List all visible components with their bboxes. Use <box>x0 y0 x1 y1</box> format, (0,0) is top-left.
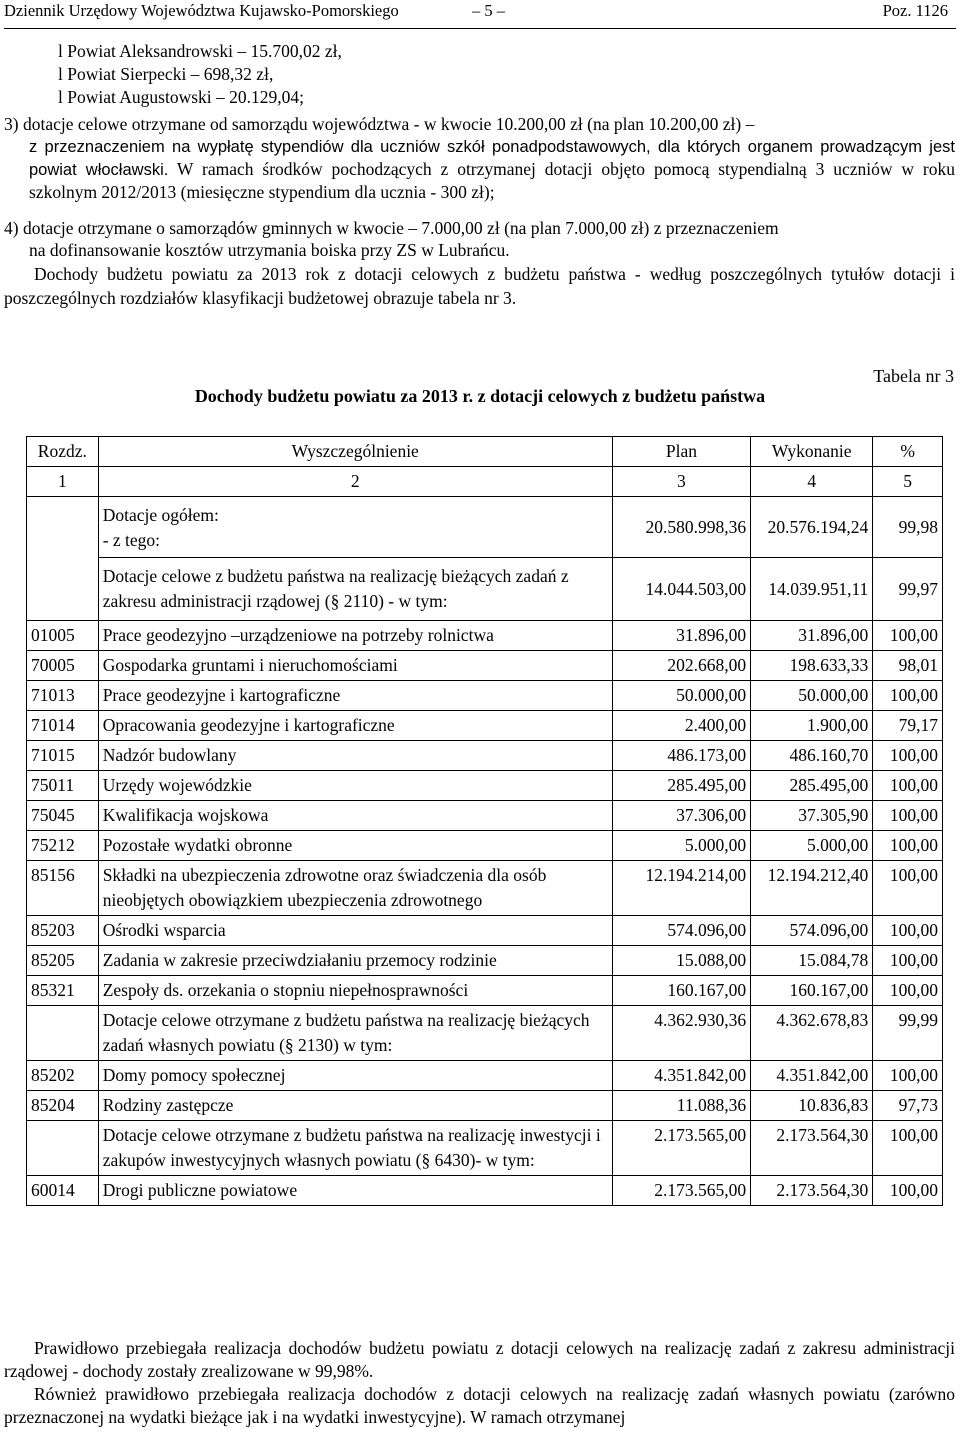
cell-rozdz: 85205 <box>27 946 99 976</box>
cell-rozdz: 85203 <box>27 916 99 946</box>
cell-rozdz: 75011 <box>27 771 99 801</box>
list-item: l Powiat Augustowski – 20.129,04; <box>58 87 304 107</box>
cell-rozdz: 60014 <box>27 1176 99 1206</box>
cell-wykonanie: 2.173.564,30 <box>751 1176 873 1206</box>
cell-plan: 37.306,00 <box>612 801 750 831</box>
revenue-table <box>26 436 943 1206</box>
cell-wykonanie: 285.495,00 <box>751 771 873 801</box>
cell-percent: 100,00 <box>873 771 943 801</box>
cell-percent: 100,00 <box>873 681 943 711</box>
total-label: Dotacje ogółem: - z tego: <box>98 497 612 558</box>
cell-description: Opracowania geodezyjne i kartograficzne <box>98 711 612 741</box>
cell-wykonanie: 5.000,00 <box>751 831 873 861</box>
cell-rozdz: 71015 <box>27 741 99 771</box>
item-3-line: 3) dotacje celowe otrzymane od samorządu województwa - w kwocie 10.200,00 zł (na plan 10.200,00 zł) – <box>4 114 755 134</box>
table-label: Tabela nr 3 <box>873 366 954 386</box>
cell-percent: 97,73 <box>873 1091 943 1121</box>
group-row <box>27 1006 943 1061</box>
group-label: Dotacje celowe otrzymane z budżetu państwa na realizację inwestycji i zakupów inwestycyjnych własnych powiatu (§ 6430)- w tym: <box>98 1121 612 1176</box>
cell-plan: 12.194.214,00 <box>612 861 750 916</box>
summary-paragraph: Dochody budżetu powiatu za 2013 rok z dotacji celowych z budżetu państwa - według poszczególnych tytułów dotacji i poszczególnych rozdziałów klasyfikacji budżetowej obrazuje tabela nr 3. <box>4 264 955 308</box>
cell-percent: 100,00 <box>873 976 943 1006</box>
item-3 <box>4 113 955 203</box>
table-row <box>27 946 943 976</box>
table-header-row <box>27 437 943 467</box>
cell-description: Prace geodezyjno –urządzeniowe na potrzeby rolnictwa <box>98 621 612 651</box>
cell-plan: 202.668,00 <box>612 651 750 681</box>
table-row <box>27 916 943 946</box>
item-4 <box>4 217 955 261</box>
cell-rozdz: 71013 <box>27 681 99 711</box>
col-number: 4 <box>751 467 873 497</box>
col-description: Wyszczególnienie <box>98 437 612 467</box>
cell-description: Prace geodezyjne i kartograficzne <box>98 681 612 711</box>
total-plan: 20.580.998,36 <box>612 497 750 558</box>
cell-percent: 79,17 <box>873 711 943 741</box>
cell-description: Drogi publiczne powiatowe <box>98 1176 612 1206</box>
cell-plan: 160.167,00 <box>612 976 750 1006</box>
table-row <box>27 1091 943 1121</box>
cell-plan: 5.000,00 <box>612 831 750 861</box>
col-number: 1 <box>27 467 99 497</box>
position-number: Poz. 1126 <box>882 1 948 20</box>
cell-description: Gospodarka gruntami i nieruchomościami <box>98 651 612 681</box>
item-3-purpose: z przeznaczeniem na wypłatę stypendiów dla uczniów szkół ponadpodstawowych, dla których organem prowadzącym jest powiat włocławski. <box>29 138 955 179</box>
rows-group-1 <box>27 621 943 1006</box>
table-row <box>27 801 943 831</box>
col-rozdz: Rozdz. <box>27 437 99 467</box>
cell-description: Zespoły ds. orzekania o stopniu niepełnosprawności <box>98 976 612 1006</box>
table-row <box>27 741 943 771</box>
cell-rozdz: 70005 <box>27 651 99 681</box>
cell-percent: 98,01 <box>873 651 943 681</box>
powiat-list <box>58 40 342 109</box>
cell-percent: 100,00 <box>873 831 943 861</box>
cell-description: Urzędy wojewódzkie <box>98 771 612 801</box>
journal-title: Dziennik Urzędowy Województwa Kujawsko-Pomorskiego <box>4 1 399 20</box>
cell-wykonanie: 4.351.842,00 <box>751 1061 873 1091</box>
cell-percent: 100,00 <box>873 1061 943 1091</box>
group-percent: 100,00 <box>873 1121 943 1176</box>
cell-rozdz: 01005 <box>27 621 99 651</box>
page-number: – 5 – <box>472 1 505 20</box>
cell-description: Domy pomocy społecznej <box>98 1061 612 1091</box>
cell-wykonanie: 10.836,83 <box>751 1091 873 1121</box>
cell-plan: 50.000,00 <box>612 681 750 711</box>
table-row <box>27 771 943 801</box>
closing-paragraph-2: Również prawidłowo przebiegała realizacja dochodów z dotacji celowych na realizację zadań własnych powiatu (zarówno przeznaczonej na wydatki bieżące jak i na wydatki inwestycyjne). W ramach otrzymanej <box>4 1384 955 1427</box>
col-number: 5 <box>873 467 943 497</box>
cell-wykonanie: 1.900,00 <box>751 711 873 741</box>
cell-percent: 100,00 <box>873 621 943 651</box>
cell-rozdz: 85156 <box>27 861 99 916</box>
cell-percent: 100,00 <box>873 861 943 916</box>
cell-wykonanie: 486.160,70 <box>751 741 873 771</box>
col-number: 3 <box>612 467 750 497</box>
group-wykonanie: 14.039.951,11 <box>751 558 873 621</box>
col-percent: % <box>873 437 943 467</box>
cell-description: Kwalifikacja wojskowa <box>98 801 612 831</box>
cell-wykonanie: 37.305,90 <box>751 801 873 831</box>
cell-plan: 31.896,00 <box>612 621 750 651</box>
rows-group-3 <box>27 1176 943 1206</box>
cell-description: Ośrodki wsparcia <box>98 916 612 946</box>
closing-paragraph-1: Prawidłowo przebiegała realizacja dochodów budżetu powiatu z dotacji celowych na realizację zadań z zakresu administracji rządowej - dochody zostały zrealizowane w 99,98%. <box>4 1338 955 1381</box>
group-plan: 4.362.930,36 <box>612 1006 750 1061</box>
cell-description: Składki na ubezpieczenia zdrowotne oraz świadczenia dla osób nieobjętych obowiązkiem ubezpieczenia zdrowotnego <box>98 861 612 916</box>
cell-rozdz: 85321 <box>27 976 99 1006</box>
cell-description: Pozostałe wydatki obronne <box>98 831 612 861</box>
cell-wykonanie: 31.896,00 <box>751 621 873 651</box>
group-row <box>27 558 943 621</box>
cell-description: Rodziny zastępcze <box>98 1091 612 1121</box>
group-wykonanie: 2.173.564,30 <box>751 1121 873 1176</box>
total-row <box>27 497 943 558</box>
table-row <box>27 681 943 711</box>
list-item: l Powiat Aleksandrowski – 15.700,02 zł, <box>58 41 342 61</box>
cell-percent: 100,00 <box>873 916 943 946</box>
item-4-line: 4) dotacje otrzymane o samorządów gminnych w kwocie – 7.000,00 zł (na plan 7.000,00 zł) z przeznaczeniem <box>4 218 779 238</box>
col-wykonanie: Wykonanie <box>751 437 873 467</box>
table-row <box>27 976 943 1006</box>
group-plan: 2.173.565,00 <box>612 1121 750 1176</box>
page-header <box>4 0 956 29</box>
cell-rozdz: 85202 <box>27 1061 99 1091</box>
cell-plan: 2.400,00 <box>612 711 750 741</box>
cell-rozdz: 75045 <box>27 801 99 831</box>
cell-wykonanie: 15.084,78 <box>751 946 873 976</box>
cell-plan: 15.088,00 <box>612 946 750 976</box>
group-percent: 99,97 <box>873 558 943 621</box>
group-plan: 14.044.503,00 <box>612 558 750 621</box>
cell-wykonanie: 50.000,00 <box>751 681 873 711</box>
group-wykonanie: 4.362.678,83 <box>751 1006 873 1061</box>
cell-description: Nadzór budowlany <box>98 741 612 771</box>
group-row <box>27 1121 943 1176</box>
cell-percent: 100,00 <box>873 946 943 976</box>
table-row <box>27 1176 943 1206</box>
group-label: Dotacje celowe z budżetu państwa na realizację bieżących zadań z zakresu administracji rządowej (§ 2110) - w tym: <box>98 558 612 621</box>
cell-percent: 100,00 <box>873 1176 943 1206</box>
col-plan: Plan <box>612 437 750 467</box>
cell-plan: 486.173,00 <box>612 741 750 771</box>
cell-wykonanie: 160.167,00 <box>751 976 873 1006</box>
item-3-details: W ramach środków pochodzących z otrzymanej dotacji objęto pomocą stypendialną 3 uczniów w roku szkolnym 2012/2013 (miesięczne stypendium dla ucznia - 300 zł); <box>29 159 956 202</box>
rows-group-2 <box>27 1061 943 1121</box>
group-label: Dotacje celowe otrzymane z budżetu państwa na realizację bieżących zadań własnych powiatu (§ 2130) w tym: <box>98 1006 612 1061</box>
item-4-line-2: na dofinansowanie kosztów utrzymania boiska przy ZS w Lubrańcu. <box>29 240 510 260</box>
cell-rozdz: 71014 <box>27 711 99 741</box>
cell-plan: 285.495,00 <box>612 771 750 801</box>
table-row <box>27 1061 943 1091</box>
cell-description: Zadania w zakresie przeciwdziałaniu przemocy rodzinie <box>98 946 612 976</box>
cell-percent: 100,00 <box>873 741 943 771</box>
cell-wykonanie: 12.194.212,40 <box>751 861 873 916</box>
table-row <box>27 831 943 861</box>
col-number: 2 <box>98 467 612 497</box>
cell-wykonanie: 574.096,00 <box>751 916 873 946</box>
cell-wykonanie: 198.633,33 <box>751 651 873 681</box>
cell-plan: 11.088,36 <box>612 1091 750 1121</box>
cell-percent: 100,00 <box>873 801 943 831</box>
cell-plan: 574.096,00 <box>612 916 750 946</box>
table-row <box>27 621 943 651</box>
table-number-row <box>27 467 943 497</box>
table-title: Dochody budżetu powiatu za 2013 r. z dotacji celowych z budżetu państwa <box>194 386 766 406</box>
table-row <box>27 861 943 916</box>
total-percent: 99,98 <box>873 497 943 558</box>
group-percent: 99,99 <box>873 1006 943 1061</box>
cell-plan: 4.351.842,00 <box>612 1061 750 1091</box>
cell-plan: 2.173.565,00 <box>612 1176 750 1206</box>
table-row <box>27 651 943 681</box>
list-item: l Powiat Sierpecki – 698,32 zł, <box>58 64 274 84</box>
cell-rozdz: 85204 <box>27 1091 99 1121</box>
cell-rozdz: 75212 <box>27 831 99 861</box>
total-wykonanie: 20.576.194,24 <box>751 497 873 558</box>
table-row <box>27 711 943 741</box>
